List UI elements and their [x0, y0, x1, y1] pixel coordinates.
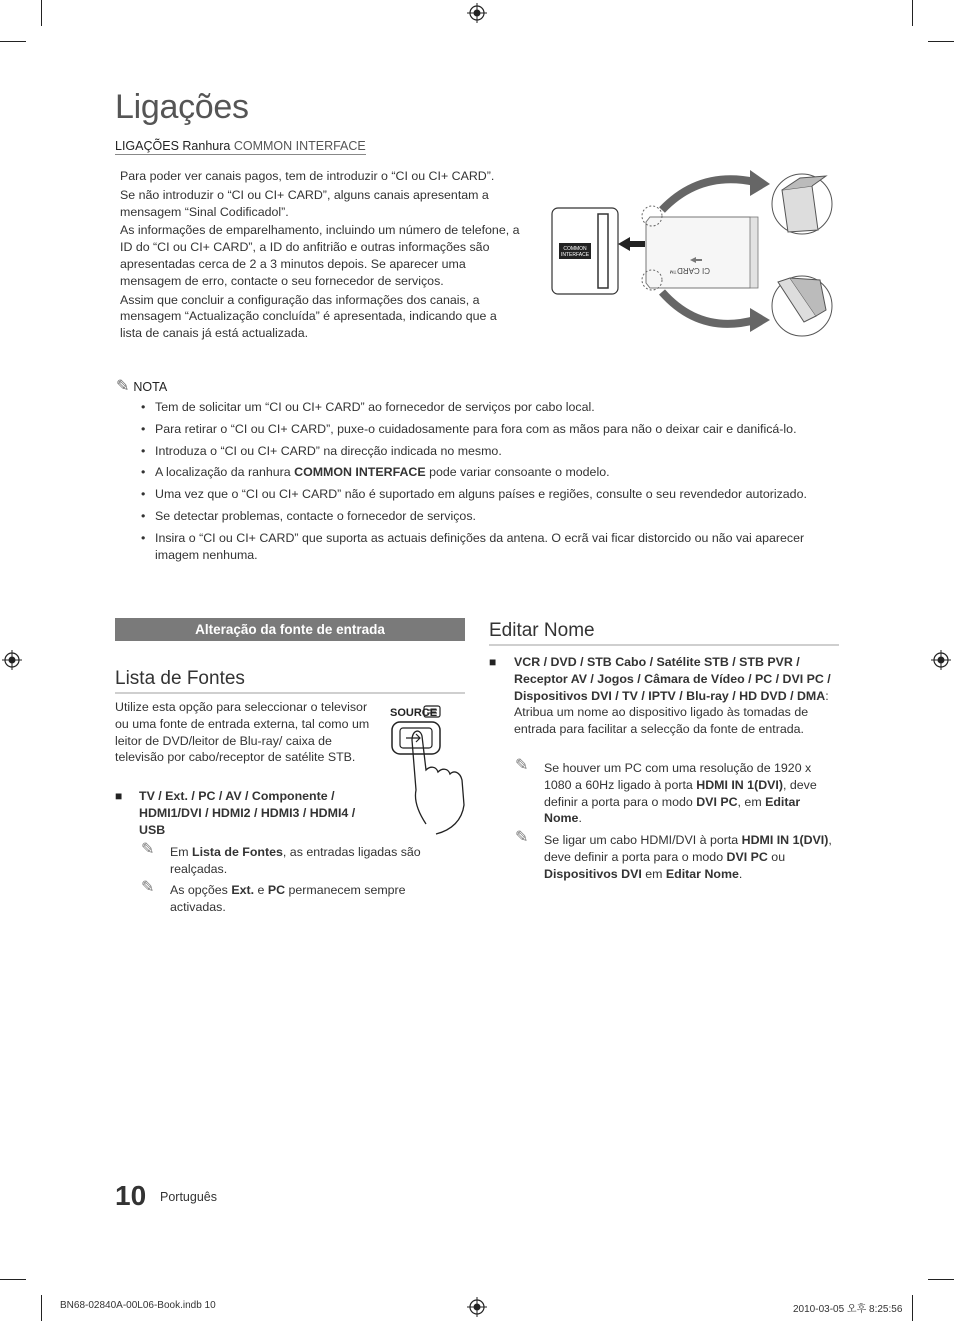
editar-note [515, 757, 839, 827]
note-text: Se ligar um cabo HDMI/DVI à porta [544, 833, 742, 847]
footer-file-info: BN68-02840A-00L06-Book.indb 10 [60, 1300, 216, 1311]
note-bold: Ext. [231, 883, 255, 897]
lista-de-fontes-options: TV / Ext. / PC / AV / Componente / HDMI1/DVI / HDMI2 / HDMI3 / HDMI4 / USB [139, 789, 356, 837]
section-header-bar: Alteração da fonte de entrada [115, 618, 465, 641]
intro-text [120, 168, 520, 344]
list-item-text: Uma vez que o “CI ou CI+ CARD” não é suportado em alguns países e regiões, consulte o seu revendedor autorizado. [155, 487, 807, 502]
nota-heading [116, 376, 167, 396]
list-item [139, 464, 844, 481]
note-bold: PC [267, 883, 286, 897]
list-item [139, 443, 844, 460]
intro-paragraph: Para poder ver canais pagos, tem de introduzir o “CI ou CI+ CARD”. [120, 169, 495, 183]
crop-mark [41, 1295, 42, 1321]
intro-paragraph: Assim que concluir a configuração das informações dos canais, a mensagem “Actualização concluída” é apresentada, indicando que a lista de canais já está actualizada. [120, 292, 497, 341]
editar-note [515, 829, 839, 882]
list-item [139, 530, 844, 564]
note-bold: HDMI IN 1(DVI) [696, 777, 783, 792]
crop-mark [928, 41, 954, 42]
note-bold: DVI PC [696, 794, 738, 809]
list-item-text: Tem de solicitar um “CI ou CI+ CARD” ao fornecedor de serviços por cabo local. [155, 400, 595, 414]
note-bold: Editar Nome [544, 794, 801, 826]
square-bullet: ■ [489, 655, 497, 669]
slot-label: COMMON [563, 246, 587, 252]
crop-mark [928, 1279, 954, 1280]
note-text: Em [170, 845, 193, 859]
pencil-icon: ✎ [116, 378, 130, 395]
note-bold: DVI PC [726, 849, 768, 864]
list-item-text: pode variar consoante o modelo. [425, 465, 610, 480]
registration-mark-icon [467, 1297, 487, 1317]
note-text: , deve definir a porta para o modo [544, 833, 832, 864]
options-bold: VCR / DVD / STB Cabo / Satélite STB / STB PVR / Receptor AV / Jogos / Câmara de Vídeo / PC / DVI PC / Dispositivos DVI / TV / IPTV / Blu-ray / HD DVD / DMA [514, 655, 831, 703]
lista-de-fontes-heading: Lista de Fontes [115, 668, 465, 694]
crop-mark [0, 1279, 26, 1280]
note-text: e [254, 883, 268, 897]
crop-mark [0, 41, 26, 42]
note-text: em [641, 866, 666, 881]
options-text: : Atribua um nome ao dispositivo ligado às tomadas de entrada para facilitar a selecção da fonte de entrada. [514, 688, 829, 737]
intro-paragraph: Se não introduzir o “CI ou CI+ CARD”, alguns canais apresentam a mensagem “Sinal Codificadol”. [120, 187, 489, 219]
registration-mark-icon [2, 650, 22, 670]
lista-de-fontes-text: Utilize esta opção para seleccionar o televisor ou uma fonte de entrada externa, tal como um leitor de DVD/leitor de Blu-ray/ caixa de televisão por cabo/receptor de satélite STB. [115, 700, 370, 765]
list-item-text: Introduza o “CI ou CI+ CARD” na direcção indicada no mesmo. [155, 443, 502, 458]
crop-mark [912, 0, 913, 26]
lista-note [141, 879, 450, 916]
source-button-illustration [386, 700, 470, 840]
list-item [139, 486, 844, 503]
list-item-text: A localização da ranhura [155, 465, 295, 480]
note-text: , as entradas ligadas são realçadas. [170, 845, 421, 876]
breadcrumb-highlight: COMMON INTERFACE [233, 139, 366, 153]
crop-mark [41, 0, 42, 26]
list-item [139, 399, 844, 416]
editar-nome-options [514, 654, 839, 738]
registration-mark-icon [467, 3, 487, 23]
lista-note [141, 841, 450, 878]
breadcrumb [115, 139, 366, 155]
ci-card-illustration [550, 170, 840, 340]
note-text: . [738, 866, 743, 881]
note-text: , em [737, 794, 766, 809]
list-item-bold: COMMON INTERFACE [294, 465, 426, 480]
card-label: CI CARD™ [669, 266, 710, 275]
source-label: SOURCE [390, 707, 438, 719]
note-text: As opções [170, 883, 232, 897]
list-item [139, 508, 844, 525]
note-text: . [578, 811, 582, 826]
note-bold: Editar Nome [665, 866, 739, 881]
pencil-icon: ✎ [141, 879, 155, 896]
breadcrumb-part: LIGAÇÕES Ranhura [115, 139, 234, 153]
pencil-icon: ✎ [141, 841, 155, 858]
nota-label: NOTA [133, 380, 168, 394]
crop-mark [912, 1295, 913, 1321]
editar-nome-heading: Editar Nome [489, 620, 839, 646]
pencil-icon: ✎ [515, 829, 529, 846]
list-item [139, 421, 844, 438]
footer-timestamp: 2010-03-05 오후 8:25:56 [793, 1304, 903, 1315]
note-text: permanecem sempre activadas. [170, 883, 406, 914]
note-bold: Dispositivos DVI [544, 866, 642, 881]
note-bold: Lista de Fontes [192, 845, 283, 859]
note-text: Se houver um PC com uma resolução de 1920 x 1080 a 60Hz ligado à porta [544, 761, 812, 792]
page-number: 10 [115, 1180, 147, 1211]
list-item-text: Se detectar problemas, contacte o fornecedor de serviços. [155, 508, 476, 523]
page-language: Português [160, 1190, 217, 1204]
note-text: , deve definir a porta para o modo [544, 777, 817, 809]
page-title: Ligações [115, 88, 249, 126]
registration-mark-icon [931, 650, 951, 670]
list-item-text: Para retirar o “CI ou CI+ CARD”, puxe-o cuidadosamente para fora com as mãos para não o deixar cair e danificá-lo. [155, 421, 797, 436]
intro-paragraph: As informações de emparelhamento, incluindo um número de telefone, a ID do “CI ou CI+ CARD”, a ID do anfitrião e outras informações são apresentadas cerca de 2 a 3 minutos depois. Se aparecer uma mensagem de erro, contacte o seu fornecedor de serviços. [120, 223, 520, 288]
square-bullet: ■ [115, 789, 123, 803]
note-bold: HDMI IN 1(DVI) [741, 833, 829, 847]
note-text: ou [767, 849, 786, 864]
pencil-icon: ✎ [515, 757, 529, 774]
nota-list [139, 399, 844, 568]
slot-label: INTERFACE [560, 252, 590, 258]
list-item-text: Insira o “CI ou CI+ CARD” que suporta as actuais definições da antena. O ecrã vai ficar distorcido ou não vai aparecer imagem nenhuma. [155, 530, 805, 562]
